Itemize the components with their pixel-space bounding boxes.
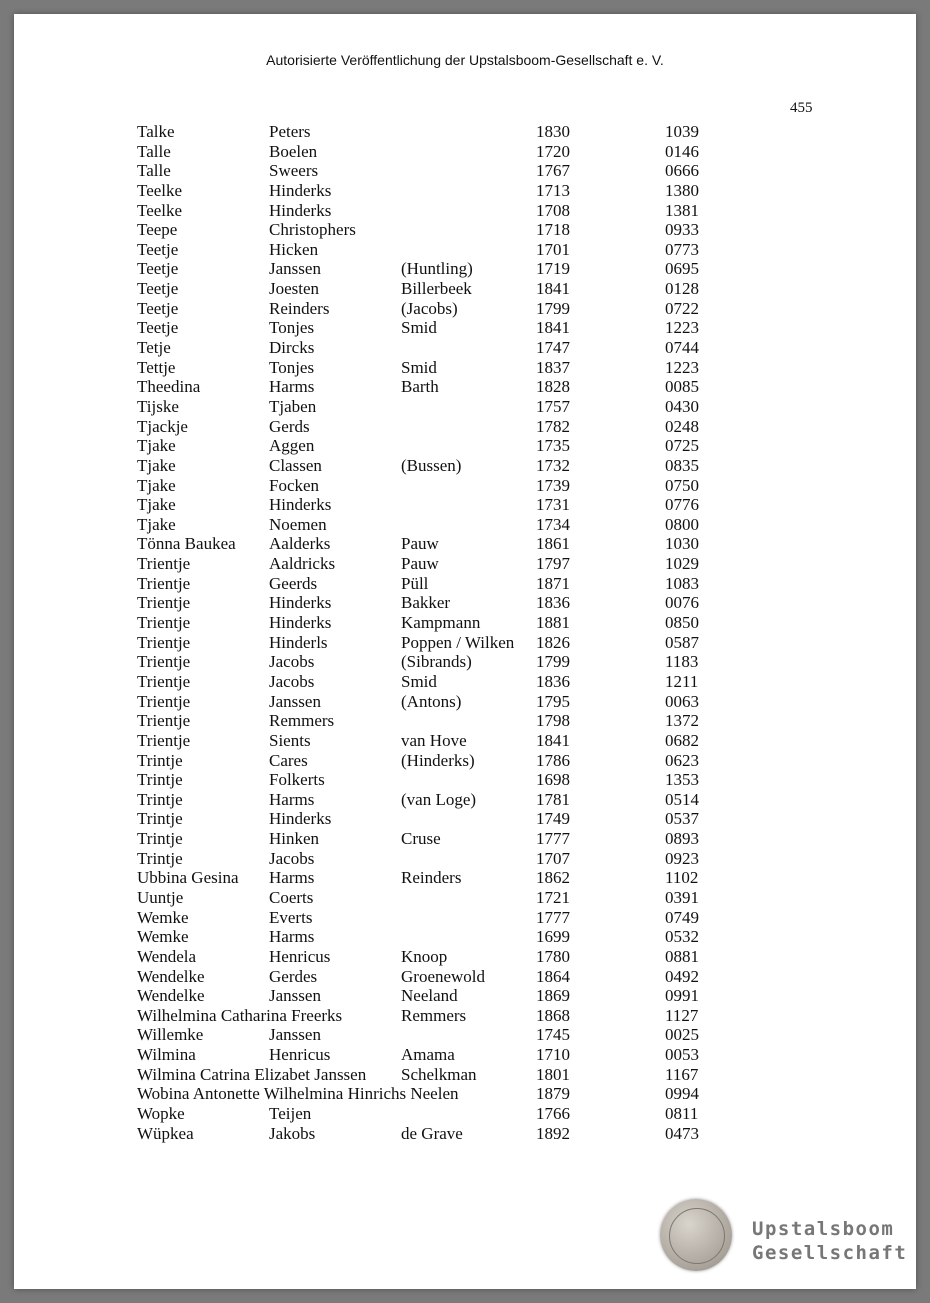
cell-surname: Billerbeek xyxy=(401,279,472,299)
cell-year: 1864 xyxy=(536,966,570,986)
table-row xyxy=(14,1104,916,1124)
cell-patronym: Dircks xyxy=(269,338,315,358)
cell-year: 1799 xyxy=(536,298,570,318)
cell-first-name: Trintje xyxy=(137,789,183,809)
cell-patronym: Cares xyxy=(269,750,308,770)
cell-surname: (Jacobs) xyxy=(401,298,458,318)
cell-year: 1881 xyxy=(536,613,570,633)
table-row xyxy=(14,986,916,1006)
cell-surname: van Hove xyxy=(401,730,467,750)
cell-number: 0881 xyxy=(665,946,699,966)
cell-first-name: Wopke xyxy=(137,1104,185,1124)
cell-number: 0991 xyxy=(665,986,699,1006)
cell-number: 0800 xyxy=(665,514,699,534)
cell-patronym: Jakobs xyxy=(269,1123,316,1143)
cell-patronym: Hinderks xyxy=(269,809,332,829)
cell-first-name: Ubbina Gesina xyxy=(137,868,239,888)
table-row xyxy=(14,593,916,613)
cell-first-name: Teelke xyxy=(137,180,183,200)
cell-first-name: Trientje xyxy=(137,554,191,574)
cell-year: 1798 xyxy=(536,711,570,731)
cell-patronym: Harms xyxy=(269,927,315,947)
cell-number: 0492 xyxy=(665,966,699,986)
cell-year: 1781 xyxy=(536,789,570,809)
cell-patronym: Tonjes xyxy=(269,318,315,338)
cell-number: 1353 xyxy=(665,770,699,790)
cell-first-name: Teetje xyxy=(137,318,179,338)
cell-surname: de Grave xyxy=(401,1123,463,1143)
table-row xyxy=(14,554,916,574)
cell-year: 1777 xyxy=(536,907,570,927)
cell-first-name: Tjake xyxy=(137,495,176,515)
cell-patronym: Folkerts xyxy=(269,770,325,790)
cell-patronym: Gerds xyxy=(269,416,310,436)
cell-first-name: Uuntje xyxy=(137,887,184,907)
cell-first-name: Wendelke xyxy=(137,986,205,1006)
cell-patronym: Jacobs xyxy=(269,848,315,868)
table-row xyxy=(14,849,916,869)
cell-number: 0933 xyxy=(665,220,699,240)
cell-year: 1841 xyxy=(536,279,570,299)
table-row xyxy=(14,220,916,240)
cell-number: 0776 xyxy=(665,495,699,515)
cell-first-name: Wobina Antonette Wilhelmina Hinrichs Neelen xyxy=(137,1084,459,1104)
table-row xyxy=(14,240,916,260)
table-row xyxy=(14,888,916,908)
cell-patronym: Peters xyxy=(269,122,311,141)
cell-first-name: Trintje xyxy=(137,770,183,790)
cell-number: 0248 xyxy=(665,416,699,436)
cell-patronym: Janssen xyxy=(269,691,321,711)
cell-patronym: Jacobs xyxy=(269,671,315,691)
cell-number: 0128 xyxy=(665,279,699,299)
table-row xyxy=(14,358,916,378)
page-header: Autorisierte Veröffentlichung der Upstalsboom-Gesellschaft e. V. xyxy=(266,52,664,68)
cell-number: 1167 xyxy=(665,1064,699,1084)
cell-year: 1721 xyxy=(536,887,570,907)
cell-surname: Bakker xyxy=(401,593,451,613)
table-row xyxy=(14,476,916,496)
table-row xyxy=(14,1124,916,1144)
cell-year: 1757 xyxy=(536,396,570,416)
cell-first-name: Wüpkea xyxy=(137,1123,194,1143)
cell-number: 0085 xyxy=(665,377,699,397)
cell-patronym: Teijen xyxy=(269,1104,312,1124)
cell-year: 1786 xyxy=(536,750,570,770)
table-row xyxy=(14,652,916,672)
cell-patronym: Hinderks xyxy=(269,200,332,220)
cell-first-name: Trintje xyxy=(137,809,183,829)
cell-number: 1127 xyxy=(665,1005,699,1025)
cell-year: 1739 xyxy=(536,475,570,495)
table-row xyxy=(14,1065,916,1085)
table-row xyxy=(14,1006,916,1026)
cell-number: 1223 xyxy=(665,318,699,338)
cell-first-name: Tjake xyxy=(137,514,176,534)
cell-year: 1698 xyxy=(536,770,570,790)
cell-number: 0076 xyxy=(665,593,699,613)
cell-surname: Barth xyxy=(401,377,439,397)
document-page xyxy=(14,14,916,1289)
cell-first-name: Trintje xyxy=(137,829,183,849)
cell-year: 1892 xyxy=(536,1123,570,1143)
cell-patronym: Joesten xyxy=(269,279,320,299)
cell-first-name: Tettje xyxy=(137,357,176,377)
cell-first-name: Teetje xyxy=(137,298,179,318)
cell-patronym: Harms xyxy=(269,868,315,888)
cell-surname: Pauw xyxy=(401,534,439,554)
cell-patronym: Focken xyxy=(269,475,320,495)
cell-patronym: Hinderls xyxy=(269,632,328,652)
cell-number: 0430 xyxy=(665,396,699,416)
cell-number: 1223 xyxy=(665,357,699,377)
society-seal-icon xyxy=(660,1199,732,1271)
table-row xyxy=(14,711,916,731)
cell-patronym: Boelen xyxy=(269,141,318,161)
cell-number: 0514 xyxy=(665,789,699,809)
table-row xyxy=(14,967,916,987)
cell-patronym: Harms xyxy=(269,377,315,397)
cell-first-name: Trientje xyxy=(137,711,191,731)
cell-number: 0749 xyxy=(665,907,699,927)
cell-number: 0623 xyxy=(665,750,699,770)
cell-first-name: Wendela xyxy=(137,946,197,966)
cell-year: 1767 xyxy=(536,161,570,181)
cell-year: 1713 xyxy=(536,180,570,200)
cell-patronym: Geerds xyxy=(269,573,318,593)
brand-line-1: Upstalsboom xyxy=(752,1218,895,1240)
cell-year: 1837 xyxy=(536,357,570,377)
cell-number: 0053 xyxy=(665,1045,699,1065)
cell-number: 0994 xyxy=(665,1084,699,1104)
cell-first-name: Trientje xyxy=(137,671,191,691)
page-number: 455 xyxy=(790,100,813,116)
cell-year: 1749 xyxy=(536,809,570,829)
table-row xyxy=(14,829,916,849)
cell-number: 1102 xyxy=(665,868,699,888)
cell-year: 1836 xyxy=(536,593,570,613)
cell-first-name: Wemke xyxy=(137,907,189,927)
table-row xyxy=(14,417,916,437)
cell-year: 1836 xyxy=(536,671,570,691)
cell-first-name: Talle xyxy=(137,141,171,161)
table-row xyxy=(14,908,916,928)
cell-number: 0532 xyxy=(665,927,699,947)
table-row xyxy=(14,947,916,967)
cell-number: 1381 xyxy=(665,200,699,220)
cell-patronym: Tonjes xyxy=(269,357,315,377)
cell-year: 1869 xyxy=(536,986,570,1006)
cell-surname: Knoop xyxy=(401,946,448,966)
cell-number: 1372 xyxy=(665,711,699,731)
cell-number: 1380 xyxy=(665,180,699,200)
cell-number: 0811 xyxy=(665,1104,699,1124)
cell-patronym: Aaldricks xyxy=(269,554,336,574)
cell-year: 1719 xyxy=(536,259,570,279)
cell-first-name: Talle xyxy=(137,161,171,181)
cell-year: 1861 xyxy=(536,534,570,554)
cell-number: 0835 xyxy=(665,455,699,475)
cell-first-name: Wemke xyxy=(137,927,189,947)
cell-first-name: Teepe xyxy=(137,220,178,240)
cell-patronym: Reinders xyxy=(269,298,330,318)
cell-first-name: Talke xyxy=(137,122,175,141)
cell-year: 1797 xyxy=(536,554,570,574)
cell-number: 0773 xyxy=(665,239,699,259)
cell-number: 0923 xyxy=(665,848,699,868)
cell-first-name: Theedina xyxy=(137,377,201,397)
cell-number: 0063 xyxy=(665,691,699,711)
cell-number: 0391 xyxy=(665,887,699,907)
cell-surname: Kampmann xyxy=(401,613,481,633)
cell-patronym: Noemen xyxy=(269,514,327,534)
cell-year: 1777 xyxy=(536,829,570,849)
cell-patronym: Henricus xyxy=(269,946,331,966)
cell-number: 0722 xyxy=(665,298,699,318)
cell-patronym: Janssen xyxy=(269,986,321,1006)
cell-year: 1841 xyxy=(536,730,570,750)
table-row xyxy=(14,927,916,947)
cell-patronym: Hinderks xyxy=(269,613,332,633)
cell-surname: (Bussen) xyxy=(401,455,462,475)
cell-surname: (van Loge) xyxy=(401,789,477,809)
cell-patronym: Hicken xyxy=(269,239,319,259)
cell-first-name: Tjackje xyxy=(137,416,188,436)
cell-first-name: Tjake xyxy=(137,475,176,495)
cell-number: 0666 xyxy=(665,161,699,181)
table-row xyxy=(14,613,916,633)
cell-year: 1780 xyxy=(536,946,570,966)
cell-patronym: Hinken xyxy=(269,829,320,849)
cell-year: 1795 xyxy=(536,691,570,711)
table-row xyxy=(14,377,916,397)
cell-patronym: Coerts xyxy=(269,887,314,907)
cell-year: 1862 xyxy=(536,868,570,888)
table-row xyxy=(14,809,916,829)
cell-first-name: Tjake xyxy=(137,436,176,456)
table-row xyxy=(14,161,916,181)
cell-surname: Cruse xyxy=(401,829,441,849)
cell-number: 1083 xyxy=(665,573,699,593)
cell-first-name: Trientje xyxy=(137,691,191,711)
cell-year: 1801 xyxy=(536,1064,570,1084)
cell-surname: Remmers xyxy=(401,1005,467,1025)
society-brand xyxy=(752,1217,907,1265)
table-row xyxy=(14,201,916,221)
cell-first-name: Trintje xyxy=(137,750,183,770)
cell-surname: (Antons) xyxy=(401,691,462,711)
cell-year: 1766 xyxy=(536,1104,570,1124)
cell-first-name: Willemke xyxy=(137,1025,204,1045)
cell-year: 1708 xyxy=(536,200,570,220)
cell-year: 1745 xyxy=(536,1025,570,1045)
brand-line-2: Gesellschaft xyxy=(752,1242,908,1264)
cell-first-name: Wilmina Catrina Elizabet Janssen xyxy=(137,1064,367,1084)
table-row xyxy=(14,1025,916,1045)
cell-year: 1830 xyxy=(536,122,570,141)
cell-patronym: Everts xyxy=(269,907,313,927)
cell-patronym: Sients xyxy=(269,730,311,750)
cell-surname: Smid xyxy=(401,357,437,377)
cell-surname: (Sibrands) xyxy=(401,652,472,672)
table-row xyxy=(14,672,916,692)
name-register-table xyxy=(14,122,916,1143)
cell-surname: Pauw xyxy=(401,554,439,574)
cell-number: 0587 xyxy=(665,632,699,652)
cell-patronym: Janssen xyxy=(269,259,321,279)
cell-patronym: Sweers xyxy=(269,161,319,181)
table-row xyxy=(14,338,916,358)
table-row xyxy=(14,1084,916,1104)
cell-patronym: Harms xyxy=(269,789,315,809)
cell-patronym: Aalderks xyxy=(269,534,331,554)
cell-year: 1868 xyxy=(536,1005,570,1025)
cell-number: 0893 xyxy=(665,829,699,849)
table-row xyxy=(14,1045,916,1065)
cell-patronym: Aggen xyxy=(269,436,315,456)
cell-first-name: Trientje xyxy=(137,613,191,633)
table-row xyxy=(14,790,916,810)
cell-year: 1710 xyxy=(536,1045,570,1065)
cell-number: 1183 xyxy=(665,652,699,672)
cell-first-name: Trientje xyxy=(137,652,191,672)
cell-surname: Smid xyxy=(401,318,437,338)
cell-patronym: Classen xyxy=(269,455,322,475)
table-row xyxy=(14,456,916,476)
cell-first-name: Tijske xyxy=(137,396,179,416)
table-row xyxy=(14,142,916,162)
cell-surname: Poppen / Wilken xyxy=(401,632,515,652)
cell-year: 1731 xyxy=(536,495,570,515)
cell-year: 1799 xyxy=(536,652,570,672)
cell-year: 1734 xyxy=(536,514,570,534)
cell-year: 1735 xyxy=(536,436,570,456)
cell-first-name: Teetje xyxy=(137,259,179,279)
table-row xyxy=(14,868,916,888)
cell-year: 1701 xyxy=(536,239,570,259)
cell-surname: Groenewold xyxy=(401,966,486,986)
cell-first-name: Trientje xyxy=(137,632,191,652)
cell-surname: Smid xyxy=(401,671,437,691)
table-row xyxy=(14,534,916,554)
cell-first-name: Tetje xyxy=(137,338,171,358)
cell-year: 1747 xyxy=(536,338,570,358)
cell-surname: Amama xyxy=(401,1045,455,1065)
cell-year: 1826 xyxy=(536,632,570,652)
cell-patronym: Hinderks xyxy=(269,180,332,200)
cell-number: 0850 xyxy=(665,613,699,633)
cell-first-name: Teetje xyxy=(137,279,179,299)
table-row xyxy=(14,633,916,653)
cell-patronym: Hinderks xyxy=(269,593,332,613)
cell-patronym: Gerdes xyxy=(269,966,318,986)
table-row xyxy=(14,259,916,279)
table-row xyxy=(14,318,916,338)
cell-first-name: Wilmina xyxy=(137,1045,196,1065)
cell-first-name: Trientje xyxy=(137,573,191,593)
cell-surname: Püll xyxy=(401,573,429,593)
cell-surname: Reinders xyxy=(401,868,462,888)
cell-first-name: Teetje xyxy=(137,239,179,259)
cell-number: 0473 xyxy=(665,1123,699,1143)
table-row xyxy=(14,181,916,201)
cell-surname: (Hinderks) xyxy=(401,750,475,770)
cell-first-name: Teelke xyxy=(137,200,183,220)
cell-patronym: Tjaben xyxy=(269,396,317,416)
cell-number: 0725 xyxy=(665,436,699,456)
cell-number: 1030 xyxy=(665,534,699,554)
table-row xyxy=(14,279,916,299)
cell-year: 1879 xyxy=(536,1084,570,1104)
table-row xyxy=(14,397,916,417)
cell-number: 1211 xyxy=(665,671,699,691)
table-row xyxy=(14,122,916,142)
cell-year: 1718 xyxy=(536,220,570,240)
cell-first-name: Trintje xyxy=(137,848,183,868)
cell-number: 0682 xyxy=(665,730,699,750)
table-row xyxy=(14,436,916,456)
cell-number: 0146 xyxy=(665,141,699,161)
cell-number: 1029 xyxy=(665,554,699,574)
cell-number: 0695 xyxy=(665,259,699,279)
cell-patronym: Christophers xyxy=(269,220,356,240)
cell-year: 1782 xyxy=(536,416,570,436)
cell-surname: (Huntling) xyxy=(401,259,473,279)
cell-surname: Neeland xyxy=(401,986,458,1006)
table-row xyxy=(14,574,916,594)
table-row xyxy=(14,692,916,712)
cell-patronym: Jacobs xyxy=(269,652,315,672)
table-row xyxy=(14,495,916,515)
cell-first-name: Trientje xyxy=(137,730,191,750)
cell-number: 1039 xyxy=(665,122,699,141)
cell-first-name: Wilhelmina Catharina Freerks xyxy=(137,1005,343,1025)
cell-surname: Schelkman xyxy=(401,1064,477,1084)
cell-year: 1871 xyxy=(536,573,570,593)
cell-patronym: Janssen xyxy=(269,1025,321,1045)
cell-first-name: Trientje xyxy=(137,593,191,613)
cell-patronym: Remmers xyxy=(269,711,335,731)
table-row xyxy=(14,515,916,535)
cell-year: 1828 xyxy=(536,377,570,397)
cell-number: 0537 xyxy=(665,809,699,829)
cell-year: 1732 xyxy=(536,455,570,475)
cell-first-name: Tjake xyxy=(137,455,176,475)
table-row xyxy=(14,299,916,319)
cell-year: 1707 xyxy=(536,848,570,868)
cell-year: 1720 xyxy=(536,141,570,161)
table-row xyxy=(14,751,916,771)
cell-first-name: Wendelke xyxy=(137,966,205,986)
cell-year: 1841 xyxy=(536,318,570,338)
cell-number: 0744 xyxy=(665,338,699,358)
cell-patronym: Hinderks xyxy=(269,495,332,515)
table-row xyxy=(14,731,916,751)
cell-number: 0750 xyxy=(665,475,699,495)
table-row xyxy=(14,770,916,790)
cell-year: 1699 xyxy=(536,927,570,947)
cell-patronym: Henricus xyxy=(269,1045,331,1065)
cell-first-name: Tönna Baukea xyxy=(137,534,236,554)
cell-number: 0025 xyxy=(665,1025,699,1045)
